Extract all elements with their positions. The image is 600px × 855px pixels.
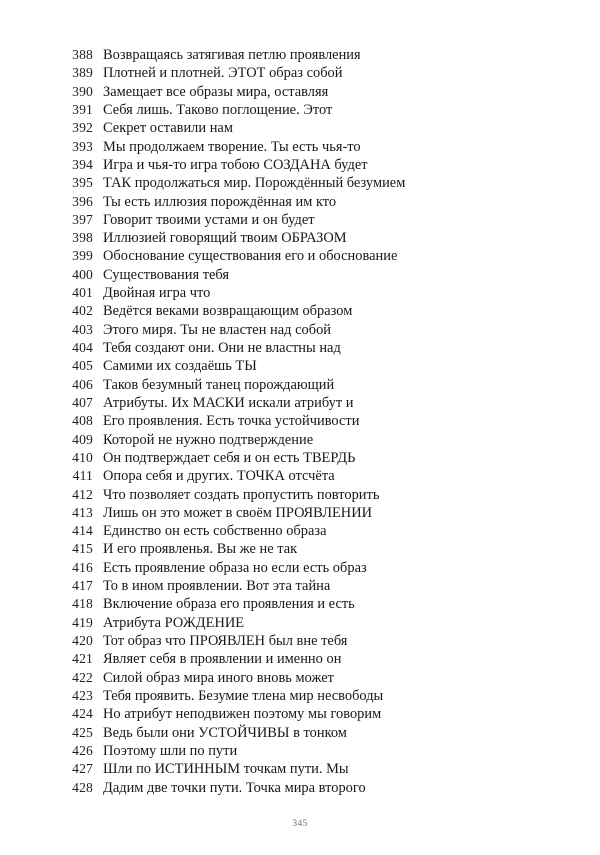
verse-line-number: 388 (72, 47, 93, 62)
verse-line-text: Лишь он это может в своём ПРОЯВЛЕНИИ (103, 504, 373, 521)
verse-line-text: Включение образа его проявления и есть (103, 596, 355, 613)
verse-line-number: 406 (72, 376, 93, 392)
verse-line-number: 392 (72, 120, 93, 136)
verse-line-list (0, 46, 600, 797)
verse-line-number: 408 (72, 413, 93, 429)
verse-line (0, 760, 600, 778)
verse-line-number: 410 (72, 449, 93, 465)
verse-line-text: Атрибута РОЖДЕНИЕ (103, 614, 245, 631)
verse-line (0, 247, 600, 265)
verse-line-number: 426 (72, 742, 93, 758)
verse-line (0, 357, 600, 375)
verse-line-text: Себя лишь. Таково поглощение. Этот (103, 101, 333, 118)
verse-line-text: Ведётся веками возвращающим образом (103, 303, 353, 320)
verse-line-number: 411 (72, 468, 93, 484)
verse-line-text: Мы продолжаем творение. Ты есть чья-то (103, 138, 361, 155)
verse-line-number: 391 (72, 101, 93, 117)
verse-line (0, 83, 600, 101)
verse-line (0, 302, 600, 320)
verse-line-text: Но атрибут неподвижен поэтому мы говорим (103, 706, 382, 723)
verse-line-number: 402 (72, 303, 93, 319)
verse-line-number: 404 (72, 340, 93, 355)
verse-line (0, 229, 600, 247)
verse-line-text: Игра и чья-то игра тобою СОЗДАНА будет (103, 156, 368, 173)
verse-line (0, 559, 600, 577)
page-number: 345 (292, 819, 308, 829)
verse-line-number: 415 (72, 541, 93, 557)
verse-line-text: Существования тебя (103, 266, 230, 283)
verse-line-text: Поэтому шли по пути (103, 742, 238, 759)
verse-line-number: 422 (72, 669, 93, 685)
verse-line-text: Двойная игра что (103, 285, 211, 302)
verse-line-text: Секрет оставили нам (103, 120, 233, 137)
verse-line (0, 486, 600, 504)
verse-line (0, 321, 600, 339)
verse-line-text: Ты есть иллюзия порождённая им кто (103, 193, 337, 210)
verse-line-number: 427 (72, 761, 93, 777)
verse-line-text: Силой образ мира иного вновь может (103, 669, 334, 686)
verse-line-text: Он подтверждает себя и он есть ТВЕРДЬ (103, 449, 356, 466)
verse-line-number: 403 (72, 321, 93, 337)
verse-line-number: 417 (72, 578, 93, 594)
verse-line (0, 614, 600, 632)
verse-line (0, 376, 600, 394)
verse-line-number: 419 (72, 614, 93, 630)
verse-line (0, 156, 600, 174)
verse-line-number: 405 (72, 358, 93, 374)
verse-line-text: Таков безумный танец порождающий (103, 376, 335, 393)
verse-line-number: 425 (72, 724, 93, 740)
verse-line-number: 397 (72, 211, 93, 227)
verse-line (0, 339, 600, 357)
verse-line-text: Шли по ИСТИННЫМ точкам пути. Мы (103, 761, 349, 778)
verse-line-number: 428 (72, 779, 93, 795)
verse-line-number: 416 (72, 559, 93, 575)
verse-line-text: Единство он есть собственно образа (103, 523, 327, 540)
verse-line (0, 412, 600, 430)
verse-line (0, 687, 600, 705)
verse-line (0, 174, 600, 192)
verse-line-text: Тебя проявить. Безумие тлена мир несвободы (103, 687, 384, 704)
verse-line-number: 414 (72, 523, 93, 539)
verse-line-text: Обоснование существования его и обоснование (103, 248, 398, 265)
verse-line-number: 412 (72, 486, 93, 502)
verse-line-number: 390 (72, 83, 93, 99)
verse-line (0, 577, 600, 595)
verse-line-number: 407 (72, 394, 93, 410)
verse-line (0, 779, 600, 797)
verse-line-text: Говорит твоими устами и он будет (103, 211, 315, 228)
verse-line (0, 284, 600, 302)
verse-line (0, 101, 600, 119)
verse-line-text: Замещает все образы мира, оставляя (103, 83, 329, 100)
verse-line-number: 400 (72, 266, 93, 282)
verse-line (0, 138, 600, 156)
verse-line (0, 540, 600, 558)
verse-line (0, 705, 600, 723)
verse-line (0, 522, 600, 540)
verse-line-text: Дадим две точки пути. Точка мира второго (103, 779, 366, 796)
verse-line-text: Что позволяет создать пропустить повторить (103, 486, 380, 503)
verse-line (0, 431, 600, 449)
verse-line-text: И его проявленья. Вы же не так (103, 541, 298, 558)
verse-line-text: Плотней и плотней. ЭТОТ образ собой (103, 65, 343, 82)
verse-line (0, 504, 600, 522)
verse-line-text: Опора себя и других. ТОЧКА отсчёта (103, 468, 335, 485)
verse-line (0, 467, 600, 485)
verse-line-number: 394 (72, 156, 93, 172)
verse-line-text: Его проявления. Есть точка устойчивости (103, 413, 360, 430)
verse-line (0, 724, 600, 742)
verse-line-text: Тебя создают они. Они не властны над (103, 340, 341, 356)
verse-line-text: Атрибуты. Их МАСКИ искали атрибут и (103, 394, 354, 411)
verse-line (0, 266, 600, 284)
verse-line (0, 394, 600, 412)
verse-line (0, 650, 600, 668)
verse-line (0, 669, 600, 687)
verse-line-text: Ведь были они УСТОЙЧИВЫ в тонком (103, 724, 347, 741)
verse-line-number: 399 (72, 248, 93, 264)
verse-line-text: Возвращаясь затягивая петлю проявления (103, 47, 361, 63)
verse-line-number: 409 (72, 431, 93, 447)
verse-line (0, 64, 600, 82)
verse-line-text: ТАК продолжаться мир. Порождённый безумием (103, 175, 406, 192)
verse-line-text: Которой не нужно подтверждение (103, 431, 314, 448)
verse-line-text: То в ином проявлении. Вот эта тайна (103, 578, 331, 595)
verse-line-text: Есть проявление образа но если есть образ (103, 559, 367, 576)
verse-line-number: 413 (72, 504, 93, 520)
verse-line-number: 398 (72, 230, 93, 246)
verse-line-text: Иллюзией говорящий твоим ОБРАЗОМ (103, 230, 347, 247)
verse-line-text: Являет себя в проявлении и именно он (103, 651, 342, 668)
verse-line-number: 389 (72, 65, 93, 81)
verse-line (0, 211, 600, 229)
verse-line-number: 424 (72, 706, 93, 722)
verse-line-number: 401 (72, 285, 93, 301)
verse-line (0, 193, 600, 211)
verse-line-number: 418 (72, 596, 93, 612)
verse-line-text: Тот образ что ПРОЯВЛЕН был вне тебя (103, 633, 348, 649)
verse-line-text: Самими их создаёшь ТЫ (103, 358, 257, 375)
verse-line-number: 423 (72, 687, 93, 703)
verse-line-number: 396 (72, 193, 93, 209)
verse-line (0, 742, 600, 760)
verse-line (0, 449, 600, 467)
verse-line-text: Этого миря. Ты не властен над собой (103, 321, 332, 338)
verse-line (0, 632, 600, 650)
verse-line (0, 119, 600, 137)
verse-line-number: 395 (72, 175, 93, 191)
verse-line-number: 393 (72, 138, 93, 154)
verse-line (0, 595, 600, 613)
verse-line (0, 46, 600, 64)
verse-line-number: 420 (72, 633, 93, 648)
verse-line-number: 421 (72, 651, 93, 667)
